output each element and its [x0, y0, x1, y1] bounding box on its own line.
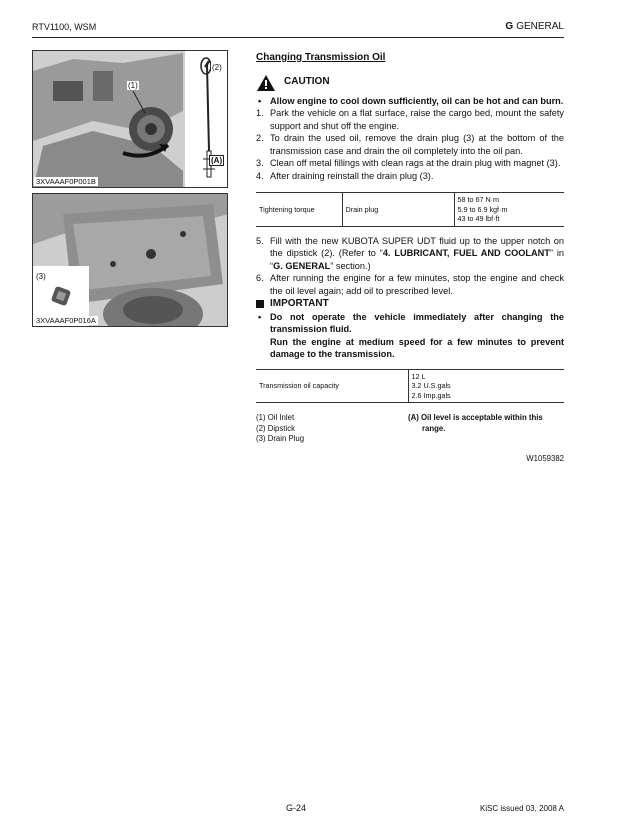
header-section-letter: G [505, 21, 514, 32]
step-6-text: After running the engine for a few minutes, stop the engine and check the oil level again; add oil to prescribed level. [270, 273, 564, 296]
capacity-value-usgal: 3.2 U.S.gals [411, 381, 451, 390]
legend-item-a-line-2: range. [422, 423, 446, 433]
step-3-number: 3. [256, 158, 264, 168]
step-1-number: 1. [256, 108, 264, 118]
important-bullet [256, 311, 564, 361]
caution-label: CAUTION [284, 76, 330, 88]
capacity-table [256, 369, 564, 404]
header-manual-title: RTV1100, WSM [32, 22, 97, 32]
step-5 [256, 235, 564, 273]
figure-oil-inlet-illustration [33, 51, 228, 188]
torque-value-nm: 58 to 67 N·m [457, 195, 500, 204]
warning-triangle-icon [256, 74, 276, 92]
capacity-value-liters: 12 L [411, 371, 426, 381]
step-5-text-mid: ” in “ [270, 248, 564, 271]
torque-label: Tightening torque [256, 193, 342, 227]
step-2-number: 2. [256, 133, 264, 143]
step-2-text: To drain the used oil, remove the drain plug (3) at the bottom of the transmission case and drain the oil completely into the oil pan. [270, 133, 564, 156]
issue-info: KiSC issued 03, 2008 A [479, 804, 564, 813]
header-rule [32, 37, 564, 38]
step-3 [256, 157, 564, 170]
figure-drain-plug-illustration [33, 194, 228, 327]
step-1 [256, 107, 564, 132]
header-section-name: GENERAL [516, 21, 564, 32]
step-5-ref-lubricant: 4. LUBRICANT, FUEL AND COOLANT [382, 248, 550, 258]
figure-oil-inlet-dipstick [32, 50, 228, 188]
section-title: Changing Transmission Oil [256, 52, 386, 63]
figure-code-2: 3XVAAAF0P016A [36, 316, 96, 325]
step-5-ref-general: G. GENERAL [273, 260, 331, 271]
figure-label-2: (2) [212, 63, 222, 72]
legend-item-a-line-1: (A) Oil level is acceptable within this [408, 413, 543, 422]
procedure-column [256, 52, 564, 465]
important-heading [256, 298, 564, 311]
torque-value-kgfm: 5.9 to 6.9 kgf·m [457, 204, 508, 214]
caution-bullet: • Allow engine to cool down sufficiently, oil can be hot and can burn. [256, 95, 564, 108]
torque-value-lbfft: 43 to 49 lbf·ft [457, 214, 500, 223]
figure-legend [256, 413, 564, 445]
torque-values [454, 193, 564, 227]
step-4 [256, 170, 564, 183]
step-3-text: Clean off metal fillings with clean rags at the drain plug with magnet (3). [270, 158, 561, 168]
torque-item: Drain plug [342, 193, 454, 227]
page-number: G-24 [286, 803, 307, 813]
legend-right [408, 413, 543, 445]
figure-code-1: 3XVAAAF0P001B [36, 177, 96, 186]
figure-label-3: (3) [36, 272, 46, 281]
capacity-value-impgal: 2.6 Imp.gals [411, 390, 451, 400]
figure-drain-plug [32, 193, 228, 327]
capacity-values [408, 369, 564, 403]
important-label: IMPORTANT [270, 298, 329, 309]
caution-heading [256, 74, 564, 92]
torque-table [256, 192, 564, 227]
step-2 [256, 132, 564, 157]
step-4-number: 4. [256, 170, 264, 181]
step-5-text-pre: Fill with the new KUBOTA SUPER UDT fluid up to the upper notch on the dipstick (2). (Refer to “ [270, 235, 564, 258]
step-5-number: 5. [256, 235, 264, 246]
step-6 [256, 272, 564, 297]
step-4-text: After draining reinstall the drain plug (3). [270, 170, 434, 181]
step-1-text: Park the vehicle on a flat surface, raise the cargo bed, mount the safety support and shut off the engine. [270, 108, 564, 131]
document-number: W1059382 [526, 453, 564, 463]
header-section [505, 21, 564, 32]
figure-label-a: (A) [211, 156, 223, 165]
capacity-label: Transmission oil capacity [256, 369, 408, 403]
legend-item-2: (2) Dipstick [256, 423, 295, 433]
legend-left [256, 413, 408, 445]
figure-label-1: (1) [128, 81, 138, 90]
legend-item-3: (3) Drain Plug [256, 434, 305, 443]
legend-item-1: (1) Oil Inlet [256, 413, 295, 422]
important-square-icon [256, 300, 264, 308]
important-bullet-line-2: Run the engine at medium speed for a few minutes to prevent damage to the transmission. [270, 336, 564, 359]
step-5-text-post: ” section.) [330, 260, 371, 271]
step-6-number: 6. [256, 273, 264, 283]
important-bullet-line-1: • Do not operate the vehicle immediately after changing the transmission fluid. [270, 311, 564, 334]
